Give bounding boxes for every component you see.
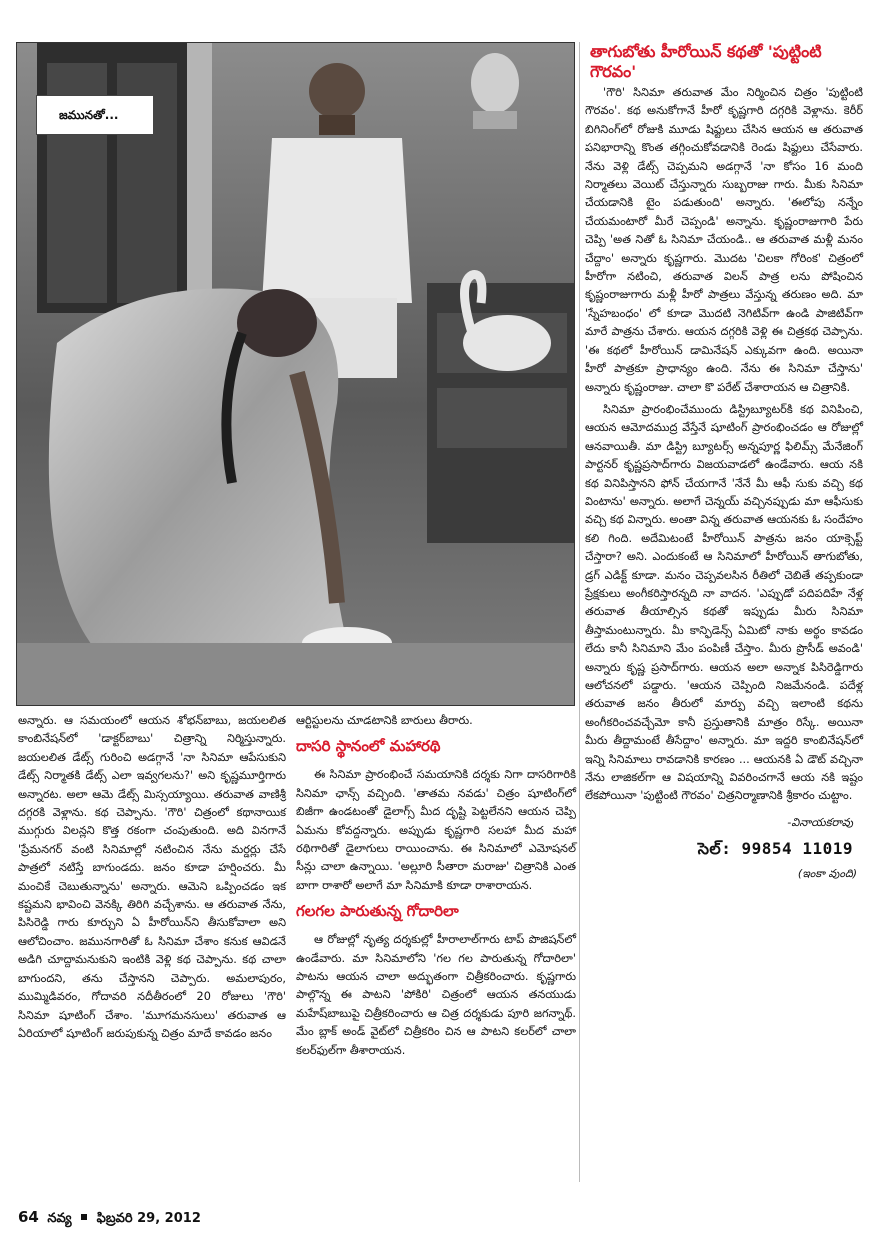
magazine-name: నవ్య xyxy=(47,1211,72,1226)
left-column xyxy=(18,712,286,1043)
section-heading-godari: గలగల పారుతున్న గోదారిలా xyxy=(296,902,459,921)
column-divider xyxy=(579,42,580,1182)
author-name: -వినాయకరావు xyxy=(787,815,853,829)
photo-caption: జమునతో... xyxy=(36,95,154,135)
section-paragraph-godari: ఆ రోజుల్లో నృత్య దర్శకుల్లో హీరాలాల్‌గారు టాప్ పొజిషన్‌లో ఉండేవారు. మా సినిమాలోని 'గల గల పారుతున్న గోదారిలా' పాటను ఆయన చాలా అద్భుతంగా చిత్రీకరించారు. కృష్ణగారు పాల్గొన్న ఈ పాటని 'పోకిరి' చిత్రంలో ఆయన తనయుడు మహేష్‌బాబుపై చిత్రీకరించారు ఆ చిత్ర దర్శకుడు పూరి జగన్నాథ్. మేం బ్లాక్ అండ్ వైట్‌లో చిత్రీకరిం చిన ఆ పాటని కలర్‌లో చాలా కలర్‌ఫుల్‌గా తీశారాయన. xyxy=(296,933,576,1057)
section-heading-dasari: దాసరి స్థానంలో మహారథి xyxy=(296,737,441,756)
right-column xyxy=(585,84,863,883)
issue-date: ఫిబ్రవరి 29, 2012 xyxy=(96,1211,201,1226)
article-photo xyxy=(16,42,575,706)
section-paragraph-dasari: ఈ సినిమా ప్రారంభించే సమయానికి దర్శకు నిగా దాసరిగారికి సినిమా ఛాన్స్ వచ్చింది. 'తాతమ నవడు' చిత్రం షూటింగ్‌లో బిజీగా ఉండటంతో డైలాగ్స్ మీద దృష్టి పెట్టలేనని ఆయన చెప్పి ఏమను కోవద్దన్నారు. అప్పుడు కృష్ణగారి సలహా మీద మహా రథిగారితో డైలాగులు రాయించాను. ఈ సినిమాలో ఎమోషనల్ సీన్లు చాలా ఉన్నాయి. 'అల్లూరి సీతారా మరాజు' చిత్రానికి ఎంత బాగా రాశారో అలాగే మా సినిమాకి కూడా రాశారాయన. xyxy=(296,768,576,892)
middle-column xyxy=(296,712,576,1060)
author-phone: సెల్: 99854 11019 xyxy=(697,839,853,859)
right-column-paragraph: సినిమా ప్రారంభించేముందు డిస్ట్రిబ్యూటర్‌కి కథ వినిపించి, ఆయన ఆమోదముద్ర వేస్తేనే షూటింగ్ ప్రారంభించడం ఆ రోజుల్లో ఆనవాయితీ. మా డిస్ట్రి బ్యూటర్స్ అన్నపూర్ణ ఫిలిమ్స్ మేనేజింగ్ పార్టనర్ కృష్ణప్రసాద్‌గారు విజయవాడలో ఉండేవారు. ఆయ నకి కథ వినిపిస్తానని ఫోన్ చేయగానే 'నేనే మీ ఆఫీ సుకు వచ్చి కథ వింటాను' అన్నారు. అలాగే చెన్నయ్ వచ్చినప్పుడు మా ఆఫీసుకు వచ్చి కథ విన్నారు. అంతా విన్న తరువాత ఆయనకు ఓ సందేహం కలి గింది. అదేమిటంటే హీరోయిన్ పాత్రను జనం యాక్సెప్ట్ చేస్తారా? అని. ఎందుకంటే ఆ సినిమాలో హీరోయిన్ తాగుబోతు, డ్రగ్ ఎడిక్ట్ కూడా. మనం చెప్పవలసిన రీతిలో చెబితే తప్పకుండా ప్రేక్షకులు అంగీకరిస్తారన్నది నా వాదన. 'ఎప్పుడో పదిపదిహే నేళ్ల తరువాత తీయాల్సిన కథతో ఇప్పుడు మీరు సినిమా తీస్తామంటున్నారు. మీ కాన్ఫిడెన్స్ ఏమిటో నాకు అర్థం కావడం లేదు కానీ సినిమాని మేం పంపిణీ చేస్తాం. మీరు ప్రొసీడ్ అవండి' అన్నారు కృష్ణ ప్రసాద్‌గారు. ఆయన అలా అన్నాక పిసిరెడ్డిగారు ఆలోచనలో పడ్డారు. 'ఆయన చెప్పింది నిజమేనండి. పదేళ్ల తరువాత జనం తీరులో మార్పు వచ్చి ఇలాంటి కథను అంగీకరించవచ్చేమో కానీ ప్రస్తుతానికి మాత్రం రిస్కే. అయినా మీరు తీద్దామంటే తీసేద్దాం' అన్నారు. మా ఇద్దరి కాంబినేషన్‌లో ఇన్ని సినిమాలు రావడానికి కారణం ... ఆయనకి ఏ డౌట్ వచ్చినా నేను లాజికల్‌గా ఆ విషయాన్ని వివరించగానే ఆయ నకి ఇష్టం లేకపోయినా 'పుట్టింటి గౌరవం' చిత్రనిర్మాణానికి శ్రీకారం చుట్టాం. xyxy=(585,402,863,803)
separator-square-icon xyxy=(81,1214,87,1220)
left-column-paragraph: అన్నారు. ఆ సమయంలో ఆయన శోభన్‌బాబు, జయలలిత కాంబినేషన్‌లో 'డాక్టర్‌బాబు' చిత్రాన్ని నిర్మిస్తున్నారు. జయలలిత డేట్స్ గురించి అడగ్గానే 'నా సినిమా ఆపేసుకుని డేట్స్ నిర్మాతకి డేట్స్ ఎలా ఇవ్వగలను?' అని కృష్ణమూర్తిగారు అన్నారట. అలా ఆమె డేట్స్ మిస్సయ్యాయి. తరువాత వాణిశ్రీ దగ్గరకి వెళ్లాను. కథ చెప్పాను. 'గౌరి' చిత్రంలో కథానాయిక ముగ్గురు విలన్లని కొత్త రకంగా చంపుతుంది. అది వినగానే 'ప్రేమనగర్ వంటి సినిమాల్లో నటించిన నేను మర్డర్లు చేసే పాత్రలో నటిస్తే బాగుండదు. జనం కూడా హర్షించరు. మీ మంచికే చెబుతున్నాను' అన్నారు. ఆమెని ఒప్పించడం ఇక కష్టమని భావించి వెనక్కి తిరిగి వచ్చేశాను. ఆ తరువాత నేను, పిసిరెడ్డి గారు కూర్చుని ఏ హీరోయిన్‌ని తీసుకోవాలా అని ఆలోచించాం. జమునగారితో ఓ సినిమా చేశాం కనుక ఆవిడనే అడిగి చూద్దామనుకుని ఇంటికి వెళ్లి కథ చెప్పాను. కథ చాలా బాగుందని, తను చేస్తానని చెప్పారు. అమలాపురం, ముమ్మిడివరం, గోదావరి నదీతీరంలో 20 రోజులు 'గౌరి' సినిమా షూటింగ్ చేశాం. 'మూగమనసులు' తరువాత ఆ ఏరియాలో షూటింగ్ జరుపుకున్న చిత్రం మాదే కావడం జనం xyxy=(18,714,286,1040)
middle-column-opening: ఆర్టిస్టులను చూడటానికి బారులు తీరారు. xyxy=(296,714,473,727)
right-column-heading: తాగుబోతు హీరోయిన్ కథతో 'పుట్టింటి గౌరవం' xyxy=(590,42,822,81)
continued-note: (ఇంకా వుంది) xyxy=(797,866,857,880)
page-number: 64 xyxy=(18,1208,39,1226)
right-column-paragraph: 'గౌరి' సినిమా తరువాత మేం నిర్మించిన చిత్రం 'పుట్టింటి గౌరవం'. కథ అనుకోగానే హీరో కృష్ణగారి దగ్గరికి వెళ్లాను. కెరీర్ బిగినింగ్‌లో రోజుకి మూడు షిఫ్టులు చేసిన ఆయన ఆ తరువాత పనిభారాన్ని కొంత తగ్గించుకోవడానికి రెండు షిఫ్టులు చేసేవారు. నేను వెళ్లి డేట్స్ చెప్పమని అడగ్గానే 'నా కోసం 16 మంది నిర్మాతలు వెయిట్ చేస్తున్నారు సుబ్బరాజు గారు. మీకు సినిమా చేయడానికి టైం పడుతుంది' అన్నారు. 'ఈలోపు నన్నేం చేయమంటారో మీరే చెప్పండి' అన్నాను. కృష్ణంరాజుగారి పేరు చెప్పి 'అత నితో ఓ సినిమా చేయండి.. ఆ తరువాత మళ్లీ మనం చేద్దాం' అన్నారు కృష్ణగారు. మొదట 'చిలకా గోరింక' చిత్రంలో హీరోగా నటించి, తరువాత విలన్ పాత్ర లను పోషించిన కృష్ణంరాజుగారు మళ్లీ హీరో పాత్రలు వేస్తున్న తరుణం అది. మా 'స్నేహబంధం' లో కూడా మొదటి నెగిటివ్‌గా ఉండి పాజిటివ్‌గా మారే పాత్రను చేశారు. ఆయన దగ్గరికి వెళ్లి ఈ చిత్రకథ చెప్పాను. 'ఈ కథలో హీరోయిన్ డామినేషన్ ఎక్కువగా ఉంది. అయినా హీరో పాత్రకూ ప్రాధాన్యం ఉంది. నేను ఈ సినిమా చేస్తాను' అన్నారు కృష్ణంరాజు. చాలా కొ పరేట్ చేశారాయన ఆ చిత్రానికి. xyxy=(585,86,863,394)
photo-illustration xyxy=(17,43,574,705)
page-footer xyxy=(18,1208,201,1229)
